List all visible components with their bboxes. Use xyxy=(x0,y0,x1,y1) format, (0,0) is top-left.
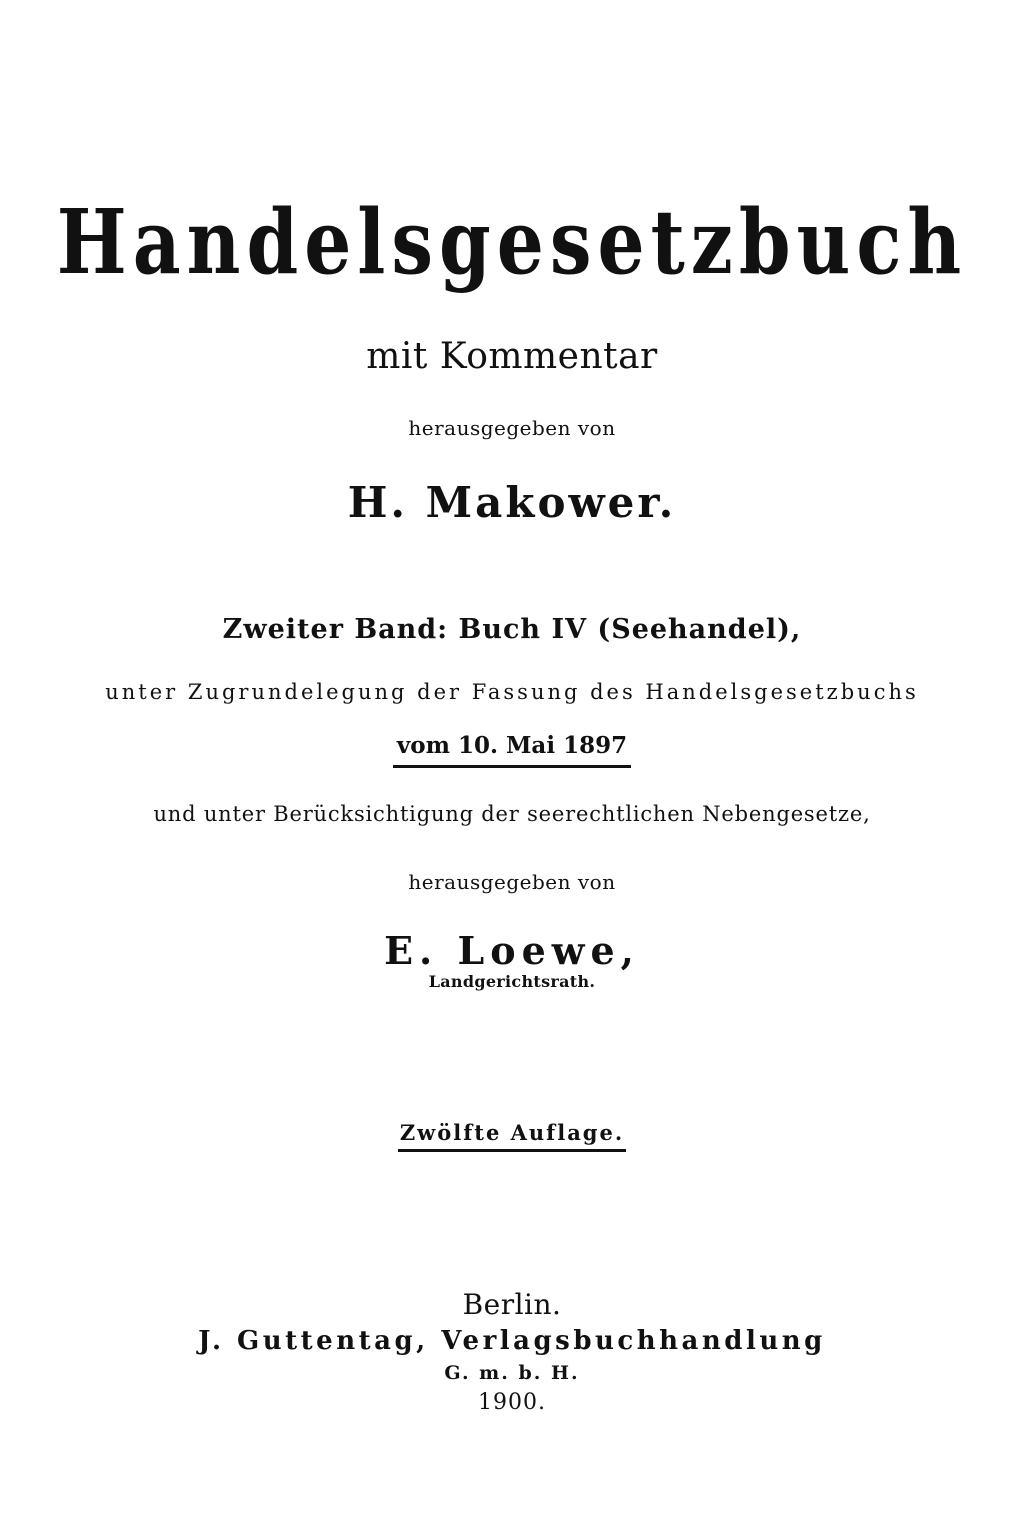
book-title: Handelsgesetzbuch xyxy=(56,191,968,295)
editor-name-1: H. Makower. xyxy=(347,478,677,527)
volume-heading: Zweiter Band: Buch IV (Seehandel), xyxy=(222,614,802,645)
consideration-line: und unter Berücksichtigung der seerechtlichen Nebengesetze, xyxy=(153,802,871,826)
publisher-name: J. Guttentag, Verlagsbuchhandlung xyxy=(198,1326,826,1356)
editor-rank: Landgerichtsrath. xyxy=(428,972,596,991)
dated-line xyxy=(0,732,1024,768)
edition-text: Zwölfte Auflage. xyxy=(398,1120,626,1152)
dated-text: vom 10. Mai 1897 xyxy=(393,732,631,768)
company-form: G. m. b. H. xyxy=(444,1362,580,1384)
book-subtitle: mit Kommentar xyxy=(366,336,658,377)
edited-by-label-2: herausgegeben von xyxy=(408,870,616,894)
publication-city: Berlin. xyxy=(462,1288,562,1321)
publication-year: 1900. xyxy=(478,1390,546,1415)
edition-line xyxy=(0,1120,1024,1152)
edited-by-label-1: herausgegeben von xyxy=(408,416,616,440)
editor-name-2: E. Loewe, xyxy=(384,928,640,973)
basis-line: unter Zugrundelegung der Fassung des Handelsgesetzbuchs xyxy=(105,680,919,704)
